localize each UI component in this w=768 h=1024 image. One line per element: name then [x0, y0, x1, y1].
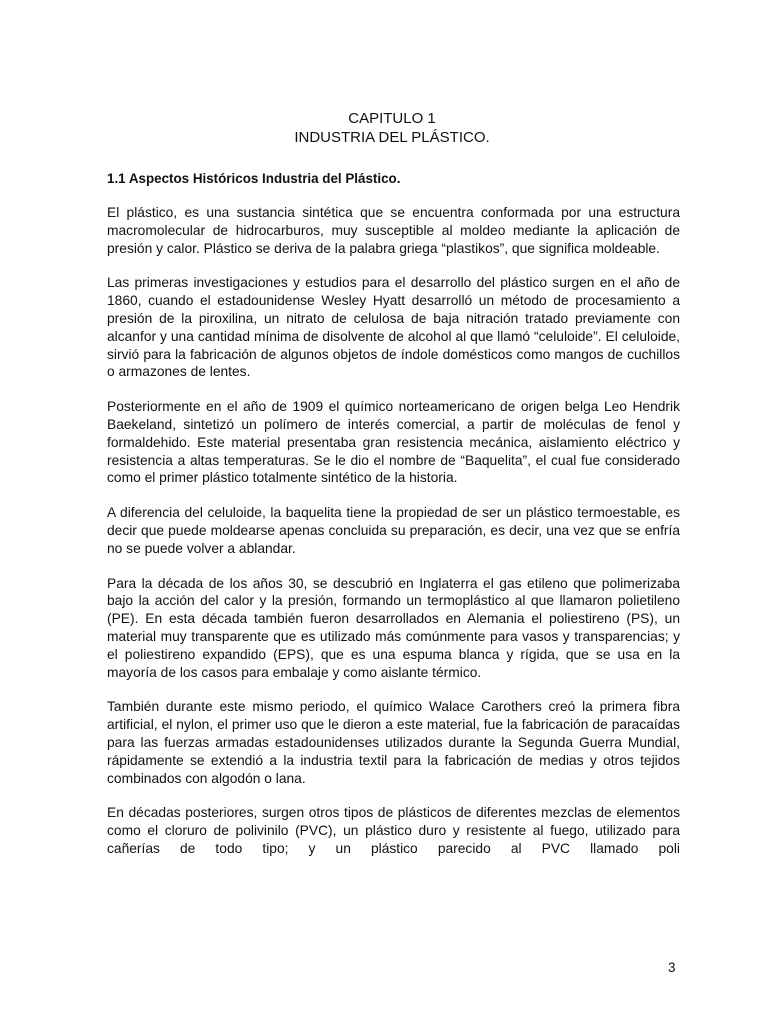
paragraph-polyethylene: Para la década de los años 30, se descubrió en Inglaterra el gas etileno que polimerizaba bajo la acción del calor y la presión, formando un termoplástico al que llamaron polietileno (PE). En esta década también fueron desarrollados en Alemania el poliestireno (PS), un material muy transparente que es utilizado más comúnmente para vasos y transparencias; y el poliestireno expandido (EPS), que es una espuma blanca y rígida, que se usa en la mayoría de los casos para embalaje y como aislante térmico.	[107, 575, 680, 680]
paragraph-nylon: También durante este mismo periodo, el químico Walace Carothers creó la primera fibra artificial, el nylon, el primer uso que le dieron a este material, fue la fabricación de paracaídas para las fuerzas armadas estadounidenses utilizados durante la Segunda Guerra Mundial, rápidamente se extendió a la industria textil para la fabricación de medias y otros tejidos combinados con algodón o lana.	[107, 699, 680, 786]
paragraph-celluloid: Las primeras investigaciones y estudios para el desarrollo del plástico surgen en el año de 1860, cuando el estadounidense Wesley Hyatt desarrolló un método de procesamiento a presión de la piroxilina, un nitrato de celulosa de baja nitración tratado previamente con alcanfor y una cantidad mínima de disolvente de alcohol al que llamó “celuloide”. El celuloide, sirvió para la fabricación de algunos objetos de índole domésticos como mangos de cuchillos o armazones de lentes.	[107, 275, 680, 380]
paragraph-pvc: En décadas posteriores, surgen otros tipos de plásticos de diferentes mezclas de elementos como el cloruro de polivinilo (PVC), un plástico duro y resistente al fuego, utilizado para cañerías de todo tipo; y un plástico parecido al PVC llamado poli	[107, 805, 680, 856]
chapter-number: CAPITULO 1	[348, 110, 436, 127]
section-heading: 1.1 Aspectos Históricos Industria del Plástico.	[107, 171, 401, 186]
chapter-title: INDUSTRIA DEL PLÁSTICO.	[294, 129, 490, 146]
paragraph-definition: El plástico, es una sustancia sintética que se encuentra conformada por una estructura macromolecular de hidrocarburos, muy susceptible al moldeo mediante la aplicación de presión y calor. Plástico se deriva de la palabra griega “plastikos”, que significa moldeable.	[107, 205, 680, 256]
paragraph-thermoset: A diferencia del celuloide, la baquelita tiene la propiedad de ser un plástico termoestable, es decir que puede moldearse apenas concluida su preparación, es decir, una vez que se enfría no se puede volver a ablandar.	[107, 505, 680, 556]
body-text	[107, 204, 680, 875]
paragraph-bakelite: Posteriormente en el año de 1909 el químico norteamericano de origen belga Leo Hendrik Baekeland, sintetizó un polímero de interés comercial, a partir de moléculas de fenol y formaldehido. Este material presentaba gran resistencia mecánica, aislamiento eléctrico y resistencia a altas temperaturas. Se le dio el nombre de “Baquelita”, el cual fue considerado como el primer plástico totalmente sintético de la historia.	[107, 399, 680, 486]
chapter-heading	[0, 109, 768, 147]
page-number: 3	[668, 960, 676, 975]
